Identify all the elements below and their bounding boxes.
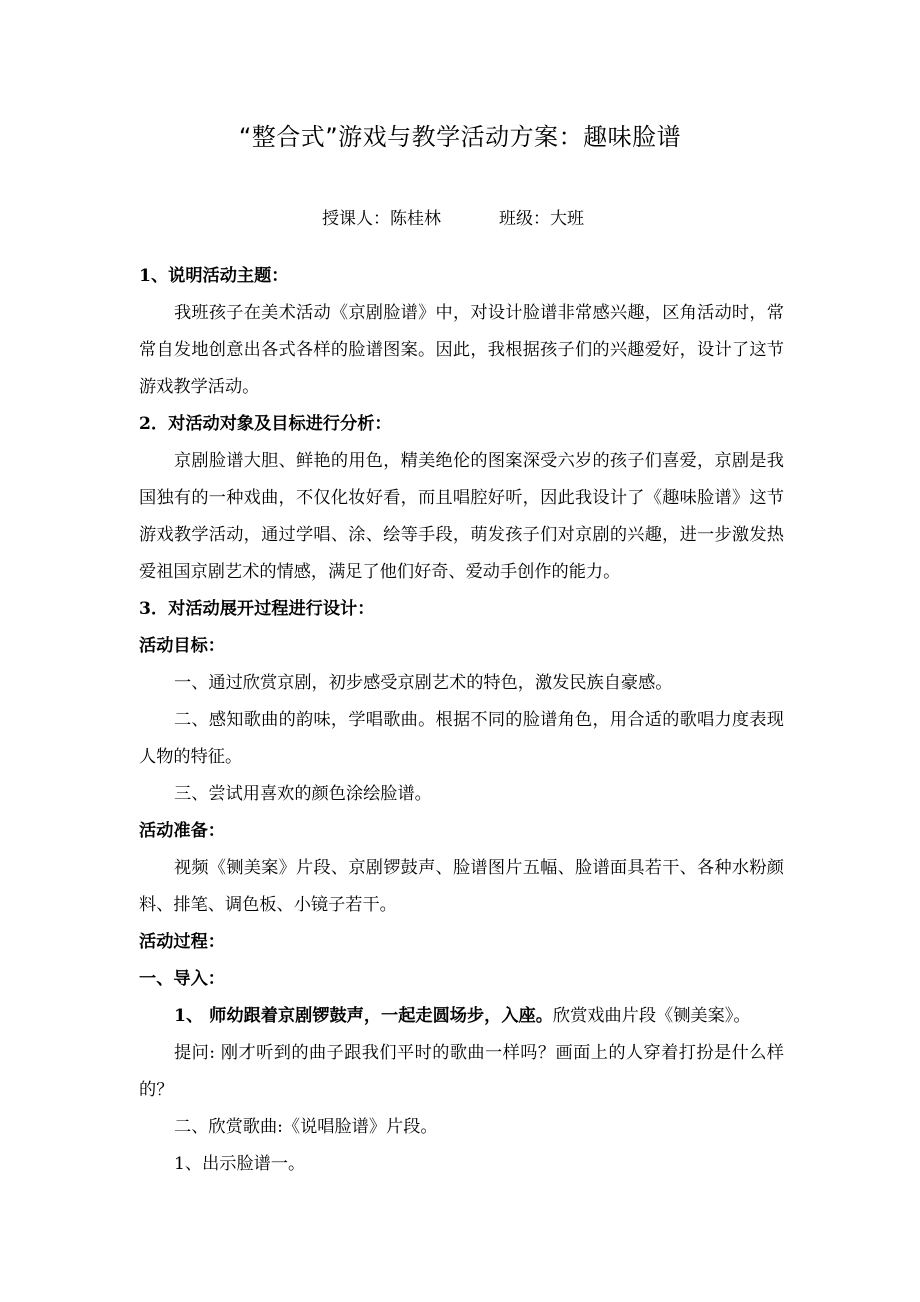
section-heading: 2．对活动对象及目标进行分析： [139, 414, 392, 434]
document-body [139, 258, 784, 1183]
paragraph: 京剧脸谱大胆、鲜艳的用色，精美绝伦的图案深受六岁的孩子们喜爱，京剧是我国独有的一种戏曲，不仅化妆好看，而且唱腔好听，因此我设计了《趣味脸谱》这节游戏教学活动，通过学唱、涂、绘等手段，萌发孩子们对京剧的兴趣，进一步激发热爱祖国京剧艺术的情感，满足了他们好奇、爱动手创作的能力。 [139, 451, 784, 582]
paragraph: 二、欣赏歌曲:《说唱脸谱》片段。 [174, 1117, 438, 1137]
section-heading: 3．对活动展开过程进行设计： [139, 599, 375, 619]
paragraph: 三、尝试用喜欢的颜色涂绘脸谱。 [174, 784, 432, 804]
step1-bold: 1、 师幼跟着京剧锣鼓声，一起走圆场步，入座。 [174, 1006, 553, 1026]
section-heading: 一、导入： [139, 969, 225, 989]
section-heading: 活动准备： [139, 821, 225, 841]
paragraph: 提问: 刚才听到的曲子跟我们平时的歌曲一样吗？画面上的人穿着打扮是什么样的？ [139, 1043, 784, 1100]
author-line [322, 204, 584, 234]
paragraph: 我班孩子在美术活动《京剧脸谱》中，对设计脸谱非常感兴趣，区角活动时，常常自发地创意出各式各样的脸谱图案。因此，我根据孩子们的兴趣爱好，设计了这节游戏教学活动。 [139, 303, 784, 397]
paragraph: 一、通过欣赏京剧，初步感受京剧艺术的特色，激发民族自豪感。 [174, 673, 673, 693]
section-heading: 活动过程： [139, 932, 225, 952]
paragraph: 1、出示脸谱一。 [174, 1154, 306, 1174]
section-heading: 活动目标： [139, 636, 225, 656]
class-label: 班级：大班 [499, 209, 584, 229]
paragraph: 视频《铡美案》片段、京剧锣鼓声、脸谱图片五幅、脸谱面具若干、各种水粉颜料、排笔、调色板、小镜子若干。 [139, 858, 784, 915]
teacher-label: 授课人：陈桂林 [322, 209, 441, 229]
paragraph: 二、感知歌曲的韵味，学唱歌曲。根据不同的脸谱角色，用合适的歌唱力度表现人物的特征。 [139, 710, 784, 767]
paragraph-step1 [139, 998, 784, 1035]
step1-rest: 欣赏戏曲片段《铡美案》。 [552, 1006, 751, 1026]
document-title: “整合式”游戏与教学活动方案：趣味脸谱 [238, 123, 682, 151]
section-heading: 1、说明活动主题： [139, 266, 289, 286]
